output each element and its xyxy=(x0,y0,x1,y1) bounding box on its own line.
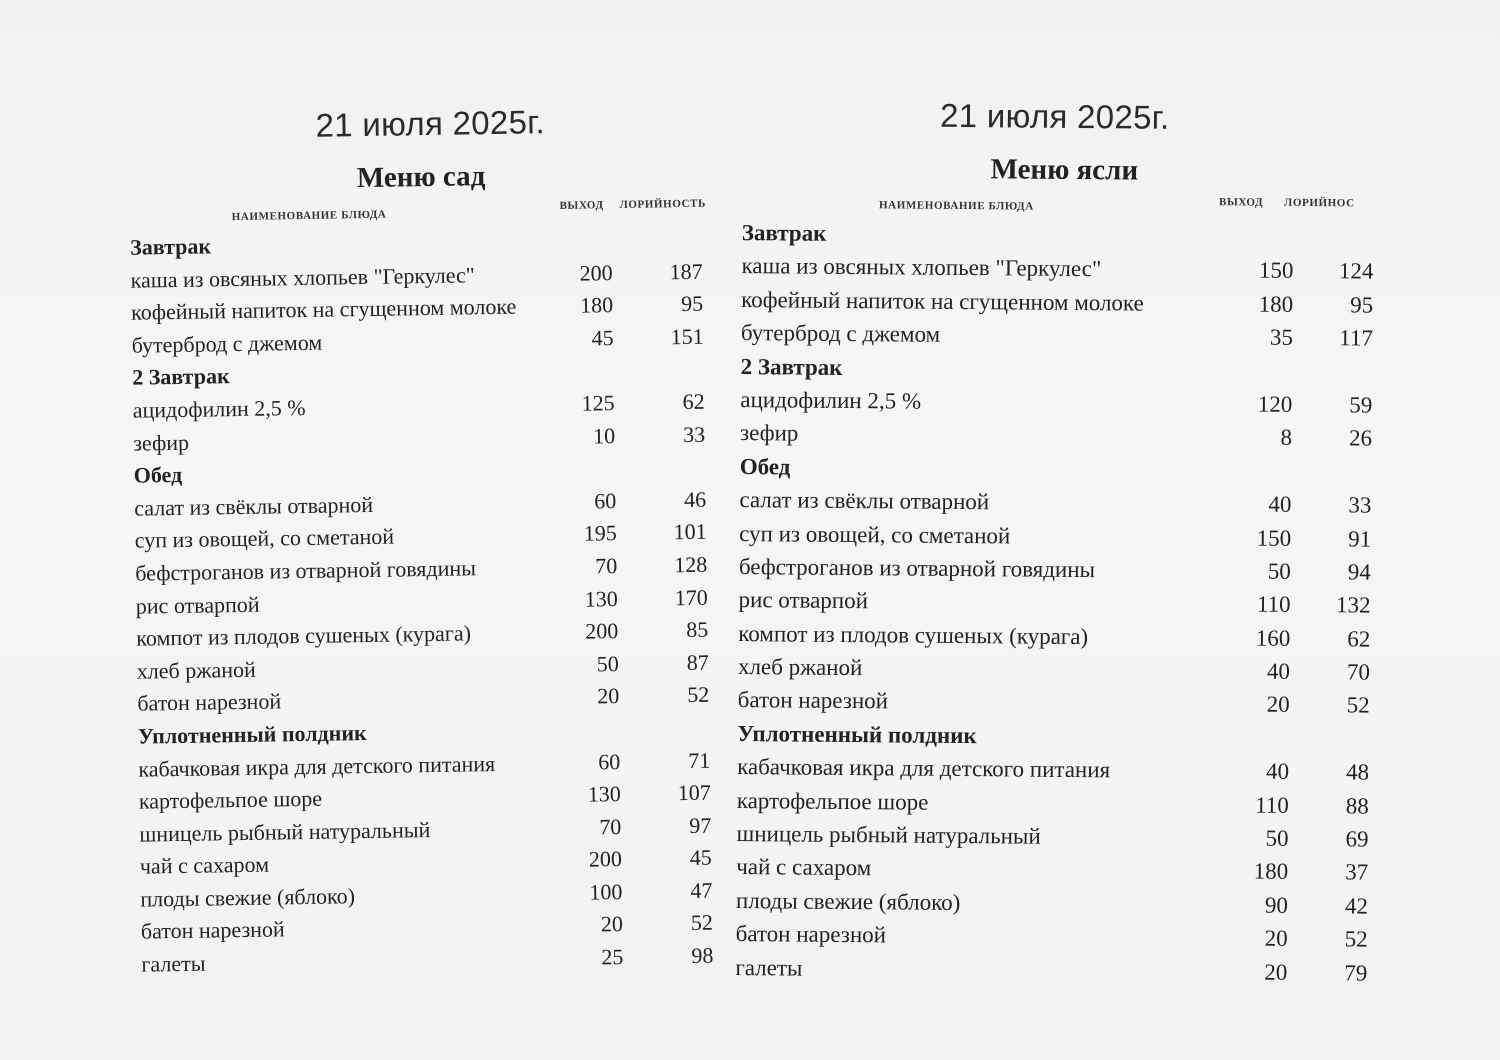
dish-calories: 48 xyxy=(1346,759,1370,785)
dish-name: рис отварпой xyxy=(738,587,869,614)
dish-name: батон нарезной xyxy=(140,916,285,945)
dish-output: 20 xyxy=(1264,959,1288,985)
dish-output: 200 xyxy=(579,259,613,286)
section-label: Завтрак xyxy=(741,220,827,246)
dish-output: 45 xyxy=(591,324,614,351)
dish-output: 195 xyxy=(583,520,617,546)
dish-name: шницель рыбный натуральный xyxy=(736,821,1041,849)
dish-output: 90 xyxy=(1264,892,1289,918)
dish-name: ацидофилин 2,5 % xyxy=(740,387,922,414)
dish-calories: 46 xyxy=(683,486,707,512)
dish-calories: 71 xyxy=(688,747,711,773)
dish-name: батон нарезной xyxy=(137,688,282,716)
section-label: 2 Завтрак xyxy=(740,353,843,380)
menu-title: Меню ясли xyxy=(990,153,1139,187)
dish-name: чай с сахаром xyxy=(736,854,872,881)
dish-calories: 37 xyxy=(1345,859,1369,885)
dish-calories: 124 xyxy=(1338,258,1374,284)
menu-rows xyxy=(727,218,1394,992)
column-name-header: НАИМЕНОВАНИЕ БЛЮДА xyxy=(231,208,387,224)
dish-name: плоды свежие (яблоко) xyxy=(140,883,356,912)
section-label: Уплотненный полдник xyxy=(137,719,367,749)
dish-output: 40 xyxy=(1266,658,1291,684)
dish-output: 110 xyxy=(1255,792,1289,818)
dish-name: картофельпое шоре xyxy=(736,787,929,815)
dish-output: 60 xyxy=(594,487,617,514)
dish-name: галеты xyxy=(141,950,206,977)
dish-output: 180 xyxy=(579,292,614,318)
section-label: Уплотненный полдник xyxy=(737,720,977,748)
dish-calories: 52 xyxy=(690,910,714,936)
dish-calories: 117 xyxy=(1339,325,1374,351)
dish-name: галеты xyxy=(735,954,803,981)
column-calories-header: ЛОРИЙНОС xyxy=(1284,196,1355,210)
column-header xyxy=(734,194,1394,222)
dish-name: зефир xyxy=(133,429,190,456)
dish-calories: 97 xyxy=(689,812,712,838)
dish-output: 130 xyxy=(584,585,618,612)
dish-name: кофейный напиток на сгущенном молоке xyxy=(741,286,1144,316)
dish-output: 50 xyxy=(1265,825,1289,851)
dish-name: бутерброд с джемом xyxy=(740,320,941,347)
dish-output: 70 xyxy=(595,553,618,579)
dish-calories: 26 xyxy=(1348,425,1373,451)
dish-output: 25 xyxy=(601,944,624,970)
dish-name: шницель рыбный натуральный xyxy=(139,816,431,847)
dish-calories: 70 xyxy=(1346,659,1371,685)
dish-calories: 33 xyxy=(682,421,706,447)
dish-calories: 95 xyxy=(1350,292,1374,318)
section-label: Обед xyxy=(133,462,183,488)
dish-name: салат из свёклы отварной xyxy=(739,487,990,515)
dish-name: кофейный напиток на сгущенном молоке xyxy=(130,293,517,325)
dish-calories: 91 xyxy=(1348,525,1372,552)
dish-output: 10 xyxy=(592,422,616,449)
dish-name: бефстроганов из отварной говядины xyxy=(135,555,477,586)
dish-calories: 94 xyxy=(1347,559,1371,585)
dish-name: кабачковая икра для детского питания xyxy=(138,750,496,782)
dish-name: суп из овощей, со сметаной xyxy=(134,523,395,554)
dish-output: 40 xyxy=(1268,491,1292,517)
dish-output: 160 xyxy=(1255,625,1291,651)
dish-calories: 62 xyxy=(682,388,705,415)
dish-output: 70 xyxy=(599,813,622,840)
dish-calories: 132 xyxy=(1335,592,1371,618)
dish-calories: 45 xyxy=(689,844,713,871)
dish-output: 200 xyxy=(585,618,619,644)
dish-output: 125 xyxy=(581,390,615,416)
menu-garden-panel xyxy=(110,100,744,982)
dish-calories: 151 xyxy=(670,323,704,350)
column-name-header: НАИМЕНОВАНИЕ БЛЮДА xyxy=(878,199,1034,213)
dish-output: 200 xyxy=(588,846,623,872)
dish-name: чай с сахаром xyxy=(139,851,270,879)
dish-output: 60 xyxy=(598,748,621,774)
dish-name: хлеб ржаной xyxy=(737,654,863,681)
dish-calories: 187 xyxy=(669,258,703,284)
dish-output: 130 xyxy=(587,781,621,807)
dish-name: каша из овсяных хлопьев "Геркулес" xyxy=(130,261,475,293)
dish-name: бутерброд с джемом xyxy=(131,329,323,358)
dish-output: 20 xyxy=(597,683,620,709)
dish-output: 180 xyxy=(1258,291,1294,317)
dish-name: бефстроганов из отварной говядины xyxy=(738,553,1096,583)
dish-name: зефир xyxy=(739,420,799,446)
dish-name: каша из овсяных хлопьев "Геркулес" xyxy=(741,253,1102,282)
section-label: Завтрак xyxy=(129,233,212,260)
dish-output: 120 xyxy=(1257,391,1293,417)
dish-name: кабачковая икра для детского питания xyxy=(737,754,1111,783)
dish-output: 8 xyxy=(1280,425,1293,451)
dish-calories: 79 xyxy=(1344,959,1368,986)
dish-calories: 52 xyxy=(687,681,710,708)
dish-name: суп из овощей, со сметаной xyxy=(739,520,1011,548)
dish-calories: 95 xyxy=(680,290,704,317)
dish-name: батон нарезной xyxy=(737,687,889,714)
dish-output: 180 xyxy=(1253,858,1289,885)
dish-calories: 52 xyxy=(1344,926,1368,952)
dish-calories: 59 xyxy=(1349,392,1373,418)
dish-output: 150 xyxy=(1256,525,1292,551)
dish-calories: 101 xyxy=(673,519,707,545)
dish-name: хлеб ржаной xyxy=(136,656,256,684)
column-output-header: ВЫХОД xyxy=(559,199,604,212)
dish-output: 50 xyxy=(1267,558,1291,584)
dish-calories: 62 xyxy=(1347,626,1371,652)
section-label: 2 Завтрак xyxy=(132,363,230,391)
dish-name: плоды свежие (яблоко) xyxy=(735,887,961,915)
dish-name: ацидофилин 2,5 % xyxy=(132,394,306,423)
dish-name: картофельпое шоре xyxy=(138,785,323,814)
dish-calories: 52 xyxy=(1346,692,1370,719)
section-label: Обед xyxy=(739,453,791,480)
dish-output: 20 xyxy=(1266,692,1290,718)
column-output-header: ВЫХОД xyxy=(1219,196,1264,209)
menu-date: 21 июля 2025г. xyxy=(939,96,1170,136)
menu-title: Меню сад xyxy=(356,160,486,195)
dish-output: 100 xyxy=(589,878,623,905)
dish-calories: 88 xyxy=(1345,792,1369,819)
dish-output: 20 xyxy=(600,911,624,937)
dish-output: 110 xyxy=(1256,591,1291,618)
dish-name: компот из плодов сушеных (курага) xyxy=(738,620,1089,649)
dish-output: 20 xyxy=(1264,925,1288,952)
dish-output: 40 xyxy=(1266,758,1290,785)
dish-calories: 128 xyxy=(674,551,708,578)
column-calories-header: ЛОРИЙНОСТЬ xyxy=(619,197,707,212)
dish-calories: 69 xyxy=(1345,826,1369,852)
dish-name: рис отварпой xyxy=(135,591,260,619)
dish-calories: 85 xyxy=(686,616,709,643)
dish-calories: 47 xyxy=(690,877,713,903)
dish-output: 150 xyxy=(1258,257,1294,284)
dish-name: салат из свёклы отварной xyxy=(134,491,374,521)
dish-calories: 170 xyxy=(674,584,708,610)
dish-name: батон нарезной xyxy=(735,921,887,948)
menu-item-row xyxy=(727,953,1387,992)
dish-output: 50 xyxy=(596,650,619,677)
dish-name: компот из плодов сушеных (курага) xyxy=(136,620,472,651)
dish-calories: 33 xyxy=(1348,492,1372,518)
dish-calories: 42 xyxy=(1344,893,1369,919)
menu-date: 21 июля 2025г. xyxy=(315,103,546,144)
menu-rows xyxy=(112,223,744,982)
dish-calories: 87 xyxy=(686,649,709,675)
dish-calories: 107 xyxy=(677,779,711,806)
dish-calories: 98 xyxy=(691,942,714,969)
menu-nursery-panel xyxy=(727,95,1395,992)
dish-output: 35 xyxy=(1269,324,1294,351)
